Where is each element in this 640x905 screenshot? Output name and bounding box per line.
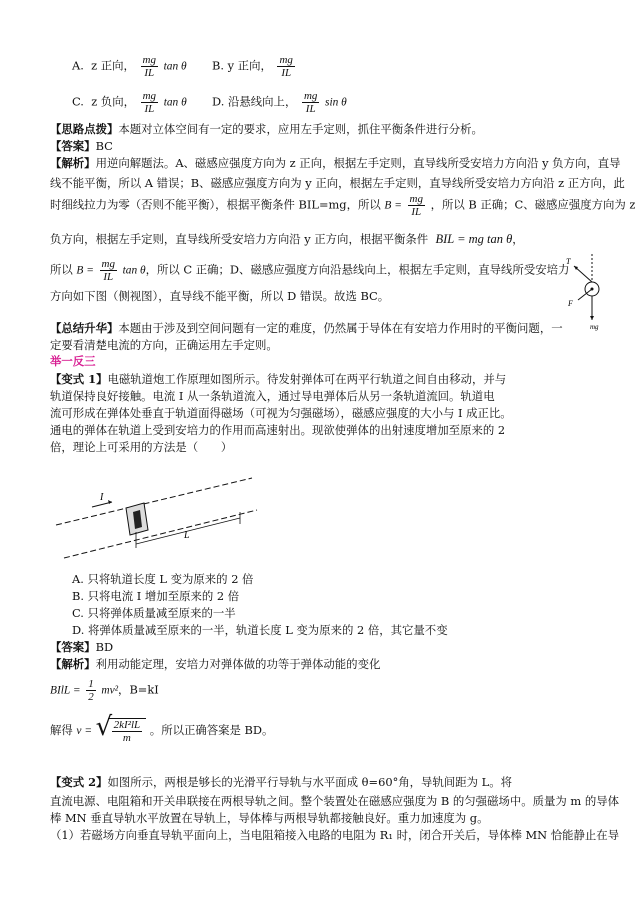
answer-2-text: BD xyxy=(95,640,114,654)
analysis-1-fraction-5 xyxy=(100,258,117,283)
var2-line-4: （1）若磁场方向垂直导轨平面向上，当电阻箱接入电路的电阻为 R₁ 时，闭合开关后，导体棒 MN 恰能静止在导 xyxy=(50,828,620,842)
summary-text-1: 本题由于涉及到空间问题有一定的难度，仍然属于导体在有安培力作用时的平衡问题，一 xyxy=(118,321,563,335)
analysis-1-line-1 xyxy=(50,157,621,171)
var1-tag: 【变式 1】 xyxy=(50,372,108,386)
solve-v: v = xyxy=(76,725,93,738)
option-d xyxy=(212,90,347,115)
equation-tail: ，B=kI xyxy=(118,682,159,697)
option-c-num: mg xyxy=(142,90,157,102)
answer-1 xyxy=(50,140,113,154)
var1-line-3: 流可形成在弹体处垂直于轨道面得磁场（可视为匀强磁场），磁感应强度的大小与 I 成正比。 xyxy=(50,406,512,420)
analysis-1-line-2: 线不能平衡，所以 A 错误；B、磁感应强度方向为 y 正向，根据左手定则，直导线所受安培力方向沿 z 正方向，此 xyxy=(50,176,625,190)
var1-line-1 xyxy=(50,373,506,387)
option-b-den: IL xyxy=(281,67,292,80)
option-d-label: D. xyxy=(212,94,225,109)
var1-option-b: B. 只将电流 I 增加至原来的 2 倍 xyxy=(72,589,240,603)
analysis-1-text-1: 用逆向解题法。A、磁感应强度方向为 z 正向，根据左手定则，直导线所受安培力方向沿 y 负方向，直导 xyxy=(95,156,621,170)
rail-top xyxy=(56,478,252,525)
analysis-1-eq-3-lhs: B = xyxy=(384,199,402,212)
analysis-2-tag: 【解析】 xyxy=(50,657,96,671)
var1-line-5: 倍，理论上可采用的方法是（ ） xyxy=(50,440,233,454)
option-a-label: A. xyxy=(72,58,84,73)
equation-fraction xyxy=(86,678,96,703)
analysis-1-text-3b: ，所以 B 正确；C、磁感应强度方向为 z xyxy=(430,197,636,212)
sqrt-sign: √ xyxy=(95,712,113,742)
analysis-2-line-1 xyxy=(50,658,380,672)
var2-tag: 【变式 2】 xyxy=(50,775,108,789)
option-a-fn: tan θ xyxy=(163,60,187,73)
solve-fraction xyxy=(112,719,143,744)
analysis-1-den-3: IL xyxy=(411,206,422,219)
option-d-text: 沿悬线向上， xyxy=(227,94,297,109)
answer-1-tag: 【答案】 xyxy=(50,139,96,153)
solve-num: 2kI²lL xyxy=(113,719,141,731)
section-title: 举一反三 xyxy=(50,354,96,368)
option-b-num: mg xyxy=(279,54,293,66)
solve-prefix: 解得 xyxy=(50,723,73,738)
analysis-2-equation xyxy=(50,678,159,703)
analysis-1-text-5b: ，所以 C 正确；D、磁感应强度方向沿悬线向上，根据左手定则，直导线所受安培力 xyxy=(145,262,570,277)
option-c-fraction xyxy=(141,90,158,115)
option-d-fn: sin θ xyxy=(325,96,347,109)
var2-line-1 xyxy=(50,776,512,790)
analysis-1-line-4 xyxy=(50,232,524,247)
option-c-fn: tan θ xyxy=(163,96,187,109)
analysis-1-text-4b: ， xyxy=(512,232,524,246)
option-c-text: z 负向， xyxy=(91,94,135,109)
var1-text-1: 电磁轨道炮工作原理如图所示。待发射弹体可在两平行轨道之间自由移动，并与 xyxy=(107,372,507,386)
force-diagram xyxy=(560,252,620,332)
option-a-num: mg xyxy=(142,54,156,66)
analysis-1-den-5: IL xyxy=(103,271,114,284)
var2-line-2: 直流电源、电阻箱和开关串联接在两根导轨之间。整个装置处在磁感应强度为 B 的匀强磁场中。质量为 m 的导体 xyxy=(50,794,620,808)
railgun-diagram xyxy=(52,470,262,580)
option-b-fraction xyxy=(277,54,294,79)
label-t: T xyxy=(566,257,571,266)
label-mg: mg xyxy=(590,323,599,331)
label-f: F xyxy=(568,299,573,308)
summary-line-1 xyxy=(50,322,563,336)
answer-1-text: BC xyxy=(95,139,113,153)
option-a-fraction xyxy=(141,54,158,79)
analysis-1-num-3: mg xyxy=(409,193,423,205)
var2-text-1: 如图所示，两根是够长的光滑平行导轨与水平面成 θ=60°角，导轨间距为 L。将 xyxy=(107,775,512,789)
var1-option-a: A. 只将轨道长度 L 变为原来的 2 倍 xyxy=(72,572,254,586)
current-arrowhead xyxy=(108,500,112,504)
analysis-1-fraction-3 xyxy=(408,193,425,218)
rail-bottom xyxy=(64,510,257,558)
analysis-1-text-3a: 时细线拉力为零（否则不能平衡），根据平衡条件 BIL=mg，所以 xyxy=(50,197,381,212)
equation-den: 2 xyxy=(88,691,94,704)
equation-rhs: mv² xyxy=(101,684,119,697)
analysis-1-eq-5-lhs: B = xyxy=(76,264,94,277)
option-d-num: mg xyxy=(303,90,318,102)
option-a-text: z 正向， xyxy=(91,58,135,73)
var1-line-2: 轨道保持良好接触。电流 I 从一条轨道流入，通过导电弹体后从另一条轨道流回。轨道电 xyxy=(50,389,495,403)
analysis-2-text-1: 利用动能定理，安培力对弹体做的功等于弹体动能的变化 xyxy=(95,657,381,671)
summary-tag: 【总结升华】 xyxy=(50,321,119,335)
gravity-arrowhead xyxy=(590,316,594,320)
equation-num: 1 xyxy=(88,678,94,690)
option-a-den: IL xyxy=(144,67,155,80)
analysis-2-solve xyxy=(50,712,274,745)
option-a xyxy=(72,54,187,79)
solve-sqrt xyxy=(95,712,147,745)
hint-text: 本题对立体空间有一定的要求，应用左手定则，抓住平衡条件进行分析。 xyxy=(118,122,483,136)
answer-2 xyxy=(50,641,113,655)
var1-option-d: D. 将弹体质量减至原来的一半，轨道长度 L 变为原来的 2 倍，其它量不变 xyxy=(72,623,448,637)
diagram-label-l: L xyxy=(184,530,190,541)
option-c xyxy=(72,90,187,115)
analysis-1-line-3 xyxy=(50,193,635,218)
option-c-label: C. xyxy=(72,94,84,109)
analysis-1-num-5: mg xyxy=(101,258,115,270)
option-c-den: IL xyxy=(144,103,155,116)
equation-lhs: BIlL = xyxy=(50,684,81,697)
diagram-label-i: I xyxy=(100,492,104,503)
var1-option-c: C. 只将弹体质量减至原来的一半 xyxy=(72,606,236,620)
analysis-1-text-4a: 负方向，根据左手定则，直导线所受安培力方向沿 y 正方向，根据平衡条件 xyxy=(50,232,429,246)
analysis-1-line-5 xyxy=(50,258,569,283)
analysis-1-tag: 【解析】 xyxy=(50,156,96,170)
option-b-text: y 正向， xyxy=(227,58,272,73)
analysis-1-text-5a: 所以 xyxy=(50,262,73,277)
hint-tag: 【思路点拨】 xyxy=(50,122,119,136)
hint-line xyxy=(50,123,483,137)
solve-den: m xyxy=(122,732,131,745)
option-d-fraction xyxy=(302,90,319,115)
analysis-1-line-6: 方向如下图（侧视图），直导线不能平衡，所以 D 错误。故选 BC。 xyxy=(50,289,390,303)
answer-2-tag: 【答案】 xyxy=(50,640,96,654)
analysis-1-eq-4: BIL = mg tan θ xyxy=(435,232,513,246)
analysis-1-fn-5: tan θ xyxy=(122,264,146,277)
option-d-den: IL xyxy=(305,103,316,116)
var1-line-4: 通电的弹体在轨道上受到安培力的作用而高速射出。现欲使弹体的出射速度增加至原来的 2 xyxy=(50,423,506,437)
option-b-label: B. xyxy=(212,58,224,73)
var2-line-3: 棒 MN 垂直导轨水平放置在导轨上，导体棒与两根导轨都接触良好。重力加速度为 g。 xyxy=(50,811,489,825)
option-b xyxy=(212,54,297,79)
solve-postfix: 。所以正确答案是 BD。 xyxy=(149,723,274,738)
summary-line-2: 定要看清楚电流的方向，正确运用左手定则。 xyxy=(50,338,278,352)
